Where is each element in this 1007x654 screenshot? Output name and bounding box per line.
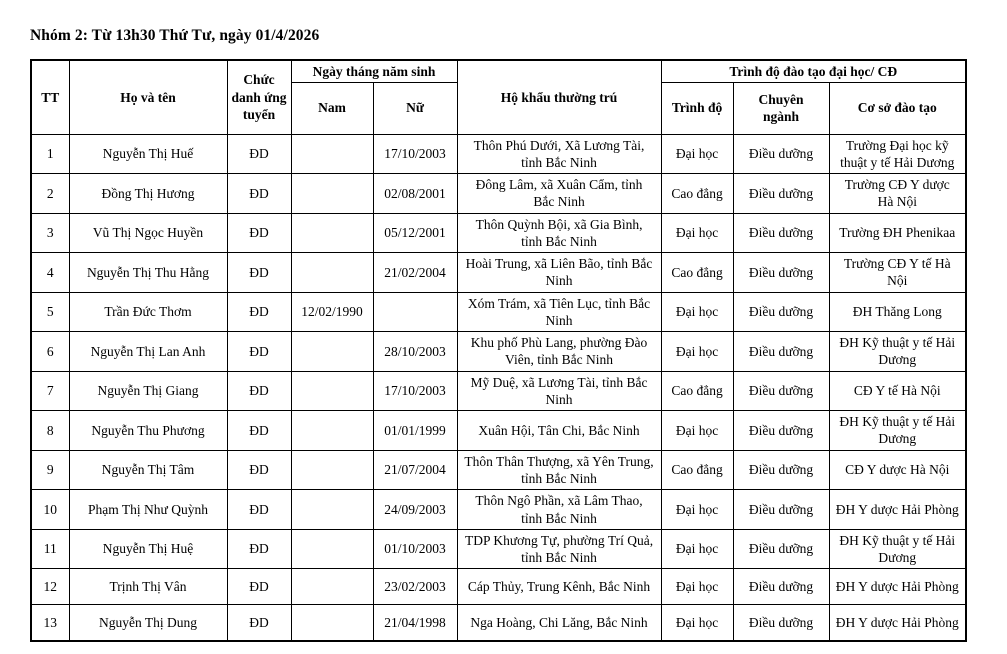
table-row [31, 292, 966, 332]
cell-dob_male [291, 332, 373, 372]
cell-edu_level: Đại học [661, 213, 733, 253]
cell-dob_male [291, 371, 373, 411]
cell-dob_female: 21/02/2004 [373, 253, 457, 293]
header-dob-group: Ngày tháng năm sinh [291, 60, 457, 82]
table-row [31, 213, 966, 253]
cell-edu_school: ĐH Thăng Long [829, 292, 966, 332]
cell-name: Trần Đức Thơm [69, 292, 227, 332]
cell-tt: 7 [31, 371, 69, 411]
table-row [31, 253, 966, 293]
cell-address: Nga Hoàng, Chi Lăng, Bắc Ninh [457, 605, 661, 641]
cell-position: ĐD [227, 450, 291, 490]
header-row-top [31, 60, 966, 82]
cell-position: ĐD [227, 332, 291, 372]
table-row [31, 605, 966, 641]
cell-edu_school: CĐ Y tế Hà Nội [829, 371, 966, 411]
cell-edu_level: Đại học [661, 411, 733, 451]
cell-name: Nguyễn Thị Huệ [69, 529, 227, 569]
cell-tt: 12 [31, 569, 69, 605]
table-row [31, 134, 966, 174]
cell-name: Đồng Thị Hương [69, 174, 227, 214]
cell-dob_female: 21/04/1998 [373, 605, 457, 641]
cell-dob_male [291, 529, 373, 569]
table-row [31, 411, 966, 451]
cell-dob_male [291, 253, 373, 293]
cell-edu_school: Trường Đại học kỹ thuật y tế Hải Dương [829, 134, 966, 174]
cell-edu_level: Đại học [661, 134, 733, 174]
header-edu-major: Chuyên ngành [733, 82, 829, 134]
cell-edu_school: Trường ĐH Phenikaa [829, 213, 966, 253]
cell-edu_school: ĐH Kỹ thuật y tế Hải Dương [829, 529, 966, 569]
table-row [31, 174, 966, 214]
cell-position: ĐD [227, 605, 291, 641]
cell-address: Mỹ Duệ, xã Lương Tài, tỉnh Bắc Ninh [457, 371, 661, 411]
table-row [31, 332, 966, 372]
cell-dob_female: 01/10/2003 [373, 529, 457, 569]
header-name: Họ và tên [69, 60, 227, 134]
header-address: Hộ khẩu thường trú [457, 60, 661, 134]
cell-dob_male [291, 450, 373, 490]
header-position: Chức danh ứng tuyển [227, 60, 291, 134]
cell-position: ĐD [227, 490, 291, 530]
cell-address: Đông Lâm, xã Xuân Cẩm, tỉnh Bắc Ninh [457, 174, 661, 214]
candidate-table [30, 59, 967, 642]
cell-address: Thôn Quỳnh Bội, xã Gia Bình, tỉnh Bắc Ninh [457, 213, 661, 253]
cell-tt: 4 [31, 253, 69, 293]
cell-name: Nguyễn Thị Tâm [69, 450, 227, 490]
table-row [31, 450, 966, 490]
table-body [31, 134, 966, 641]
cell-dob_male [291, 411, 373, 451]
cell-position: ĐD [227, 371, 291, 411]
cell-tt: 3 [31, 213, 69, 253]
cell-address: Xóm Trám, xã Tiên Lục, tỉnh Bắc Ninh [457, 292, 661, 332]
cell-edu_major: Điều dưỡng [733, 569, 829, 605]
cell-address: Khu phố Phù Lang, phường Đào Viên, tỉnh Bắc Ninh [457, 332, 661, 372]
cell-edu_major: Điều dưỡng [733, 253, 829, 293]
cell-address: TDP Khương Tự, phường Trí Quả, tỉnh Bắc Ninh [457, 529, 661, 569]
cell-edu_major: Điều dưỡng [733, 213, 829, 253]
cell-tt: 9 [31, 450, 69, 490]
cell-dob_male [291, 174, 373, 214]
cell-edu_major: Điều dưỡng [733, 371, 829, 411]
cell-dob_male [291, 605, 373, 641]
cell-edu_level: Cao đẳng [661, 450, 733, 490]
cell-dob_female: 01/01/1999 [373, 411, 457, 451]
cell-edu_level: Đại học [661, 569, 733, 605]
cell-edu_major: Điều dưỡng [733, 134, 829, 174]
cell-name: Nguyễn Thị Huế [69, 134, 227, 174]
cell-edu_major: Điều dưỡng [733, 490, 829, 530]
table-row [31, 569, 966, 605]
header-dob-female: Nữ [373, 82, 457, 134]
cell-tt: 2 [31, 174, 69, 214]
cell-edu_level: Đại học [661, 332, 733, 372]
cell-edu_school: CĐ Y dược Hà Nội [829, 450, 966, 490]
cell-dob_female: 05/12/2001 [373, 213, 457, 253]
cell-edu_major: Điều dưỡng [733, 292, 829, 332]
cell-edu_level: Đại học [661, 292, 733, 332]
cell-edu_level: Đại học [661, 605, 733, 641]
cell-dob_female: 17/10/2003 [373, 134, 457, 174]
table-header [31, 60, 966, 134]
cell-tt: 5 [31, 292, 69, 332]
cell-dob_female: 28/10/2003 [373, 332, 457, 372]
cell-name: Nguyễn Thị Lan Anh [69, 332, 227, 372]
cell-address: Cáp Thủy, Trung Kênh, Bắc Ninh [457, 569, 661, 605]
cell-position: ĐD [227, 292, 291, 332]
cell-dob_female: 21/07/2004 [373, 450, 457, 490]
cell-name: Phạm Thị Như Quỳnh [69, 490, 227, 530]
cell-position: ĐD [227, 529, 291, 569]
cell-tt: 11 [31, 529, 69, 569]
cell-address: Thôn Phú Dưới, Xã Lương Tài, tỉnh Bắc Ninh [457, 134, 661, 174]
cell-edu_school: ĐH Kỹ thuật y tế Hải Dương [829, 332, 966, 372]
header-edu-school: Cơ sở đào tạo [829, 82, 966, 134]
cell-address: Thôn Ngô Phần, xã Lâm Thao, tỉnh Bắc Ninh [457, 490, 661, 530]
cell-edu_major: Điều dưỡng [733, 450, 829, 490]
cell-edu_major: Điều dưỡng [733, 411, 829, 451]
header-edu-level: Trình độ [661, 82, 733, 134]
cell-dob_female: 24/09/2003 [373, 490, 457, 530]
cell-edu_major: Điều dưỡng [733, 529, 829, 569]
cell-edu_school: Trường CĐ Y tế Hà Nội [829, 253, 966, 293]
cell-tt: 6 [31, 332, 69, 372]
cell-dob_female [373, 292, 457, 332]
cell-position: ĐD [227, 411, 291, 451]
cell-edu_level: Cao đẳng [661, 371, 733, 411]
cell-edu_level: Cao đẳng [661, 174, 733, 214]
cell-edu_level: Đại học [661, 529, 733, 569]
page-title: Nhóm 2: Từ 13h30 Thứ Tư, ngày 01/4/2026 [30, 27, 320, 44]
cell-edu_school: Trường CĐ Y dược Hà Nội [829, 174, 966, 214]
header-edu-group: Trình độ đào tạo đại học/ CĐ [661, 60, 966, 82]
cell-dob_male [291, 569, 373, 605]
cell-name: Nguyễn Thị Giang [69, 371, 227, 411]
table-row [31, 490, 966, 530]
cell-tt: 13 [31, 605, 69, 641]
cell-edu_major: Điều dưỡng [733, 174, 829, 214]
cell-name: Nguyễn Thu Phương [69, 411, 227, 451]
table-row [31, 529, 966, 569]
cell-address: Hoài Trung, xã Liên Bão, tỉnh Bắc Ninh [457, 253, 661, 293]
cell-position: ĐD [227, 174, 291, 214]
cell-dob_male [291, 213, 373, 253]
cell-dob_female: 23/02/2003 [373, 569, 457, 605]
cell-dob_female: 02/08/2001 [373, 174, 457, 214]
cell-edu_level: Đại học [661, 490, 733, 530]
header-dob-male: Nam [291, 82, 373, 134]
cell-address: Thôn Thân Thượng, xã Yên Trung, tỉnh Bắc Ninh [457, 450, 661, 490]
cell-edu_school: ĐH Y dược Hải Phòng [829, 605, 966, 641]
cell-dob_male: 12/02/1990 [291, 292, 373, 332]
cell-tt: 1 [31, 134, 69, 174]
cell-tt: 8 [31, 411, 69, 451]
cell-tt: 10 [31, 490, 69, 530]
cell-edu_school: ĐH Y dược Hải Phòng [829, 569, 966, 605]
cell-edu_major: Điều dưỡng [733, 605, 829, 641]
cell-name: Nguyễn Thị Thu Hằng [69, 253, 227, 293]
cell-edu_school: ĐH Kỹ thuật y tế Hải Dương [829, 411, 966, 451]
cell-dob_female: 17/10/2003 [373, 371, 457, 411]
cell-address: Xuân Hội, Tân Chi, Bắc Ninh [457, 411, 661, 451]
cell-name: Trịnh Thị Vân [69, 569, 227, 605]
cell-edu_major: Điều dưỡng [733, 332, 829, 372]
cell-name: Vũ Thị Ngọc Huyền [69, 213, 227, 253]
cell-position: ĐD [227, 253, 291, 293]
cell-position: ĐD [227, 569, 291, 605]
cell-dob_male [291, 490, 373, 530]
header-tt: TT [31, 60, 69, 134]
cell-position: ĐD [227, 134, 291, 174]
cell-position: ĐD [227, 213, 291, 253]
cell-edu_level: Cao đẳng [661, 253, 733, 293]
cell-name: Nguyễn Thị Dung [69, 605, 227, 641]
table-row [31, 371, 966, 411]
cell-dob_male [291, 134, 373, 174]
cell-edu_school: ĐH Y dược Hải Phòng [829, 490, 966, 530]
